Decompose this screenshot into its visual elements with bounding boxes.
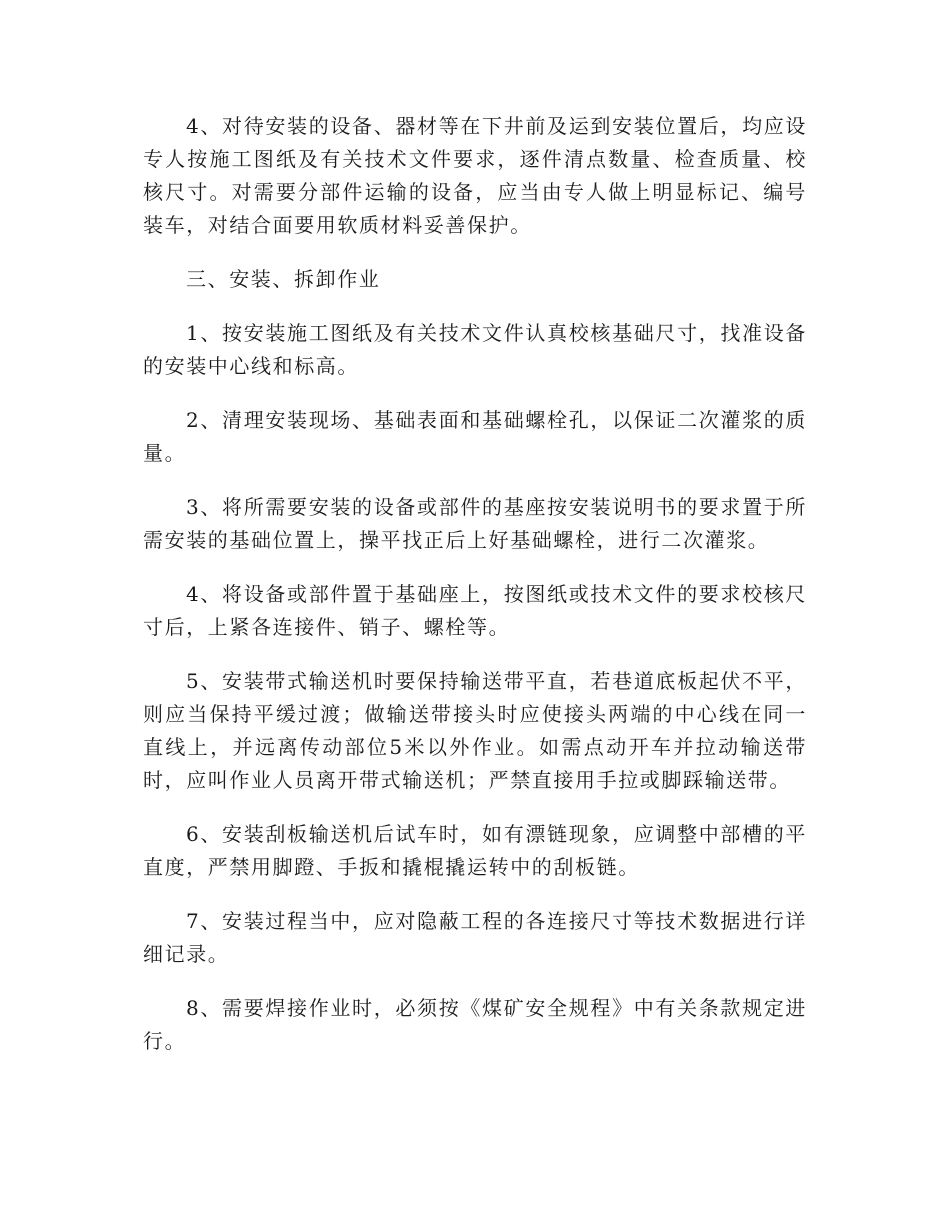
paragraph-item-8-welding: 8、需要焊接作业时，必须按《煤矿安全规程》中有关条款规定进行。 <box>143 996 807 1053</box>
paragraph-item-4-equipment-check: 4、对待安装的设备、器材等在下井前及运到安装位置后，均应设专人按施工图纸及有关技术文件要求，逐件清点数量、检查质量、校核尺寸。对需要分部件运输的设备，应当由专人做上明显标记、编号装车，对结合面要用软质材料妥善保护。 <box>143 114 807 237</box>
paragraph-item-4-fastening: 4、将设备或部件置于基础座上，按图纸或技术文件的要求校核尺寸后，上紧各连接件、销子、螺栓等。 <box>143 582 807 639</box>
paragraph-item-2-cleanup: 2、清理安装现场、基础表面和基础螺栓孔，以保证二次灌浆的质量。 <box>143 408 807 465</box>
section-heading-installation: 三、安装、拆卸作业 <box>186 267 381 291</box>
paragraph-item-6-scraper-conveyor: 6、安装刮板输送机后试车时，如有漂链现象，应调整中部槽的平直度，严禁用脚蹬、手扳和撬棍撬运转中的刮板链。 <box>143 822 807 879</box>
document-body <box>143 110 807 1079</box>
paragraph-item-3-base-placement: 3、将所需要安装的设备或部件的基座按安装说明书的要求置于所需安装的基础位置上，操平找正后上好基础螺栓，进行二次灌浆。 <box>143 495 807 552</box>
paragraph-item-7-records: 7、安装过程当中，应对隐蔽工程的各连接尺寸等技术数据进行详细记录。 <box>143 909 807 966</box>
paragraph-item-5-belt-conveyor: 5、安装带式输送机时要保持输送带平直，若巷道底板起伏不平，则应当保持平缓过渡；做输送带接头时应使接头两端的中心线在同一直线上，并远离传动部位5米以外作业。如需点动开车并拉动输送带时，应叫作业人员离开带式输送机；严禁直接用手拉或脚踩输送带。 <box>143 669 807 792</box>
paragraph-item-1-foundation: 1、按安装施工图纸及有关技术文件认真校核基础尺寸，找准设备的安装中心线和标高。 <box>143 321 807 378</box>
